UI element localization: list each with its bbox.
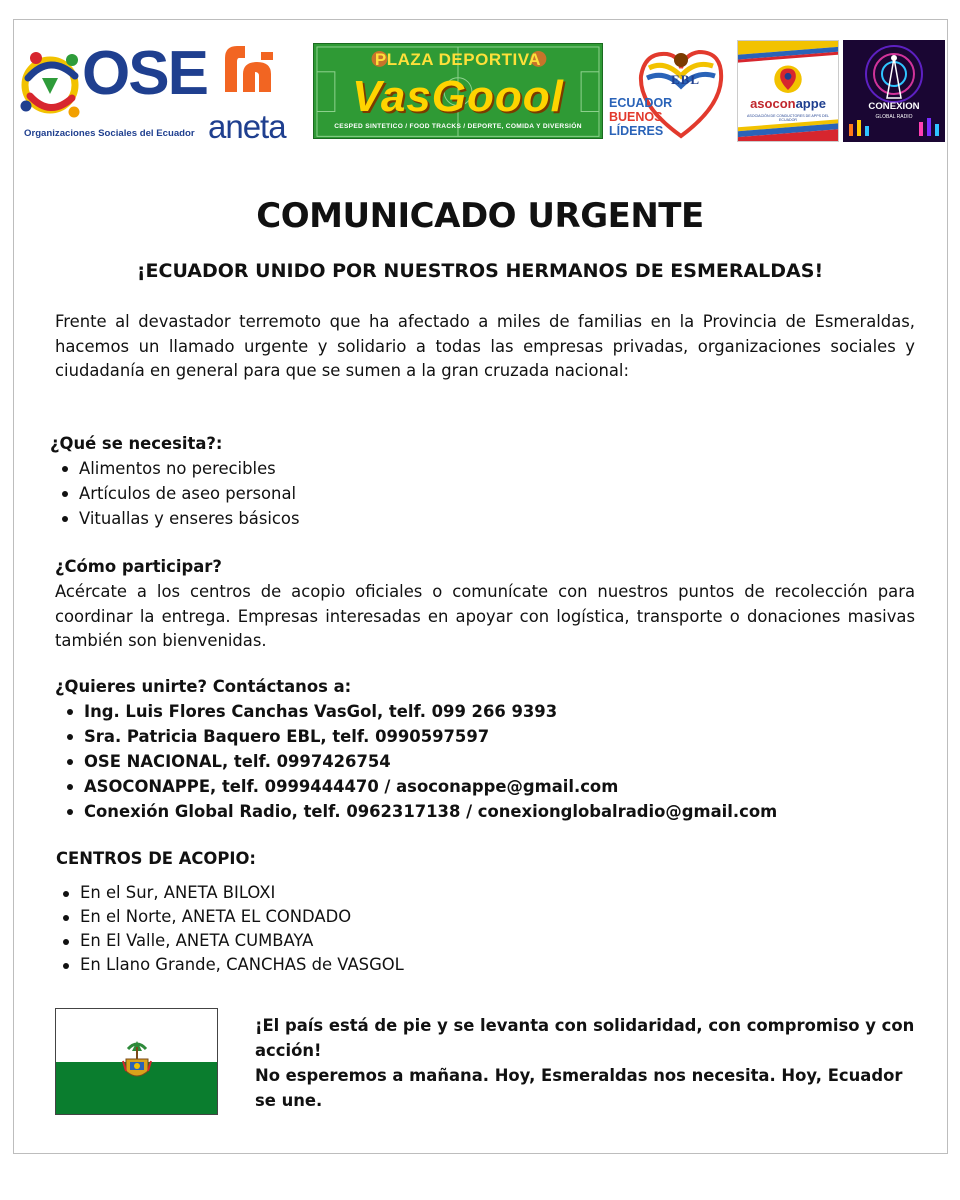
list-item: Alimentos no perecibles xyxy=(52,456,300,481)
sponsor-logos xyxy=(17,24,947,154)
list-item: Artículos de aseo personal xyxy=(52,481,300,506)
asoconappe-wordmark xyxy=(738,96,838,111)
conexion-radio-logo xyxy=(843,40,945,142)
participate-paragraph: Acércate a los centros de acopio oficiales o comunícate con nuestros puntos de recolección para coordinar la entrega. Empresas interesadas en apoyar con logística, transporte o donaciones masivas también son bienvenidas. xyxy=(55,582,915,651)
list-item: En el Sur, ANETA BILOXI xyxy=(53,881,404,905)
ose-wordmark: OSE xyxy=(82,39,207,108)
esmeraldas-flag xyxy=(55,1008,218,1115)
page-subtitle: ¡ECUADOR UNIDO POR NUESTROS HERMANOS DE ESMERALDAS! xyxy=(136,260,824,282)
conexion-wordmark: CONEXION xyxy=(868,101,920,112)
ebl-line-2: BUENOS xyxy=(609,110,663,124)
needs-list xyxy=(52,456,300,531)
aneta-mark-icon xyxy=(221,44,281,96)
asoconappe-wordmark-a: asocon xyxy=(750,96,796,111)
list-item: ASOCONAPPE, telf. 0999444470 / asoconappe@gmail.com xyxy=(57,774,777,799)
vasgol-tagline: CESPED SINTETICO / FOOD TRACKS / DEPORTE, COMIDA Y DIVERSIÓN xyxy=(334,123,582,130)
asoconappe-logo xyxy=(737,40,839,142)
closing-line-2: No esperemos a mañana. Hoy, Esmeraldas nos necesita. Hoy, Ecuador se une. xyxy=(255,1066,903,1110)
list-item: Conexión Global Radio, telf. 0962317138 / conexionglobalradio@gmail.com xyxy=(57,799,777,824)
list-item: En Llano Grande, CANCHAS de VASGOL xyxy=(53,953,404,977)
contacts-heading: ¿Quieres unirte? Contáctanos a: xyxy=(55,677,352,696)
needs-heading: ¿Qué se necesita?: xyxy=(50,434,223,453)
asoconappe-subtitle: ASOCIACIÓN DE CONDUCTORES DE APPS DEL ECUADOR xyxy=(746,114,829,122)
radio-tower-icon xyxy=(843,40,945,142)
ose-subtitle: Organizaciones Sociales del Ecuador xyxy=(24,128,195,139)
aneta-wordmark: aneta xyxy=(208,108,286,145)
centers-list xyxy=(53,881,404,977)
ebl-line-1: ECUADOR xyxy=(609,96,673,110)
list-item: En El Valle, ANETA CUMBAYA xyxy=(53,929,404,953)
vasgol-wordmark: VasGoool xyxy=(352,72,564,121)
ecuador-stripes-icon xyxy=(738,41,838,141)
coat-of-arms-icon xyxy=(120,1037,154,1083)
ose-figures-icon xyxy=(20,48,84,122)
vasgol-heading: PLAZA DEPORTIVA xyxy=(374,50,542,69)
contacts-list xyxy=(57,699,777,824)
ebl-line-3: LÍDERES xyxy=(609,124,664,138)
ebl-initials: EBL xyxy=(671,72,701,87)
ebl-logo xyxy=(607,44,733,144)
vasgol-logo xyxy=(313,43,603,139)
participate-heading: ¿Cómo participar? xyxy=(55,557,222,576)
closing-message xyxy=(255,1013,915,1113)
intro-paragraph: Frente al devastador terremoto que ha afectado a miles de familias en la Provincia de Esmeraldas, hacemos un llamado urgente y solidario a todas las empresas privadas, organizaciones sociales y ciudadanía en general para que se sumen a la gran cruzada nacional: xyxy=(55,312,915,381)
list-item: Ing. Luis Flores Canchas VasGol, telf. 099 266 9393 xyxy=(57,699,777,724)
list-item: OSE NACIONAL, telf. 0997426754 xyxy=(57,749,777,774)
list-item: Sra. Patricia Baquero EBL, telf. 0990597597 xyxy=(57,724,777,749)
list-item: En el Norte, ANETA EL CONDADO xyxy=(53,905,404,929)
closing-line-1: ¡El país está de pie y se levanta con solidaridad, con compromiso y con acción! xyxy=(255,1016,915,1060)
asoconappe-wordmark-b: appe xyxy=(795,96,826,111)
ose-logo xyxy=(20,39,207,148)
page-title: COMUNICADO URGENTE xyxy=(256,196,704,236)
conexion-subtitle: GLOBAL RADIO xyxy=(875,114,913,120)
list-item: Vituallas y enseres básicos xyxy=(52,506,300,531)
aneta-logo xyxy=(205,42,305,146)
centers-heading: CENTROS DE ACOPIO: xyxy=(56,849,256,868)
